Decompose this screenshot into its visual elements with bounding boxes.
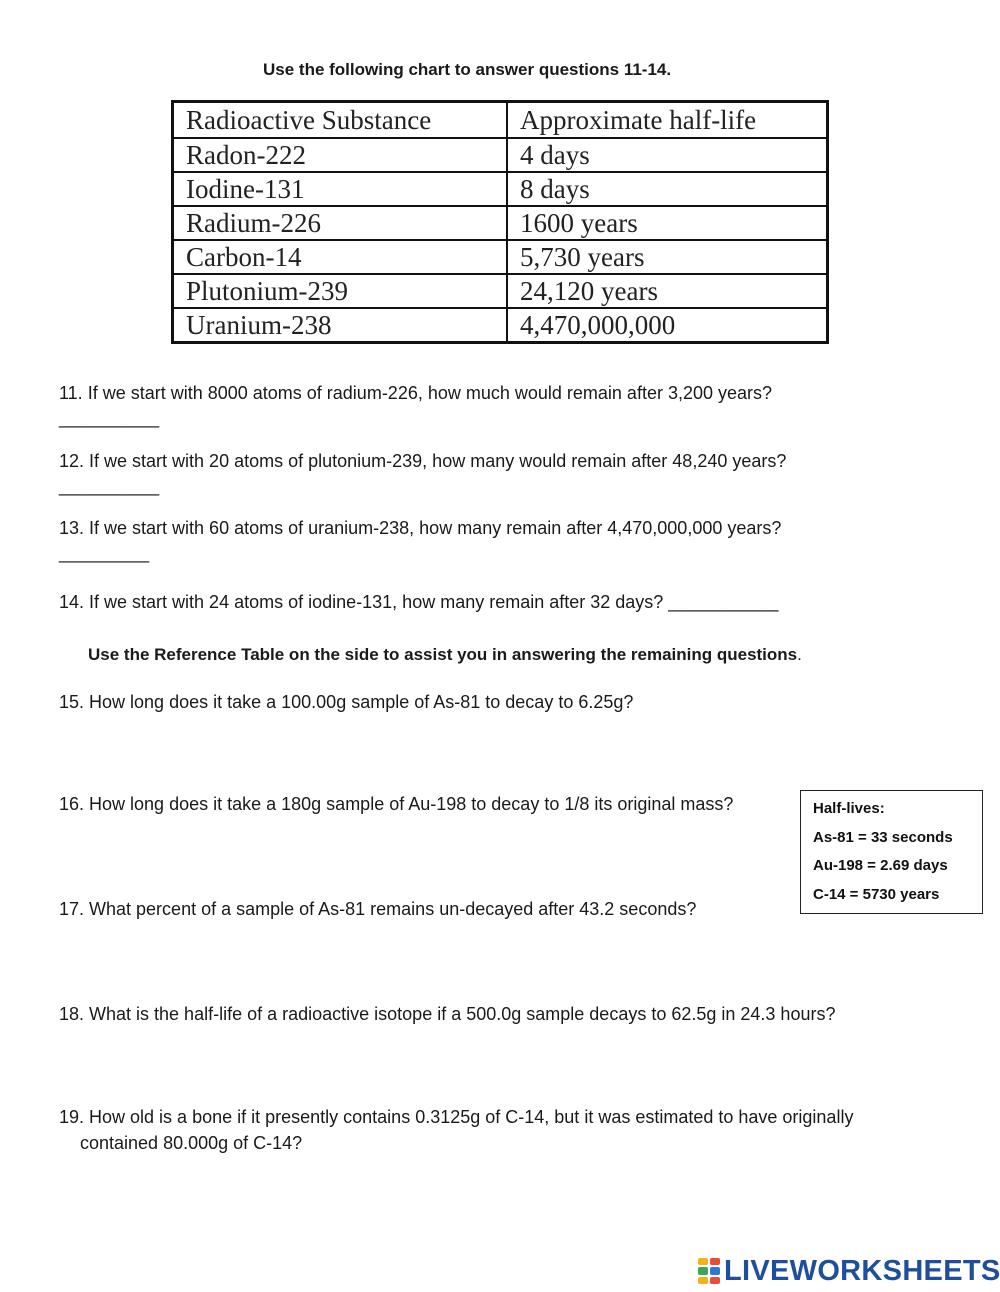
- half-life-cell: 8 days: [507, 172, 828, 206]
- substance-cell: Radon-222: [173, 138, 508, 172]
- question-17: 17. What percent of a sample of As-81 remains un-decayed after 43.2 seconds?: [59, 899, 697, 919]
- question-11: 11. If we start with 8000 atoms of radium-226, how much would remain after 3,200 years?: [59, 383, 773, 403]
- logo-mark-icon: [698, 1258, 720, 1284]
- substance-cell: Carbon-14: [173, 240, 508, 274]
- logo-block: [698, 1267, 708, 1274]
- logo-text: LIVEWORKSHEETS: [724, 1254, 1000, 1287]
- logo-block: [698, 1277, 708, 1284]
- logo-block: [710, 1258, 720, 1265]
- half-life-table: [171, 100, 829, 344]
- table-row: [173, 308, 828, 343]
- half-life-cell: 1600 years: [507, 206, 828, 240]
- question-19-line-2: contained 80.000g of C-14?: [80, 1133, 303, 1153]
- logo-block: [710, 1277, 720, 1284]
- half-lives-reference-box: [800, 790, 983, 914]
- reference-heading: [88, 645, 802, 665]
- logo-block: [698, 1258, 708, 1265]
- liveworksheets-logo[interactable]: [698, 1255, 1000, 1287]
- question-12: 12. If we start with 20 atoms of plutonium-239, how many would remain after 48,240 years?: [59, 451, 787, 471]
- table-row: [173, 138, 828, 172]
- column-header: Approximate half-life: [507, 102, 828, 139]
- substance-cell: Iodine-131: [173, 172, 508, 206]
- half-life-cell: 5,730 years: [507, 240, 828, 274]
- table-row: [173, 206, 828, 240]
- answer-blank-12[interactable]: __________: [59, 476, 160, 496]
- answer-blank-13[interactable]: _________: [59, 543, 150, 563]
- table-header-row: [173, 102, 828, 139]
- table-row: [173, 274, 828, 308]
- half-life-cell: 24,120 years: [507, 274, 828, 308]
- question-18: 18. What is the half-life of a radioactive isotope if a 500.0g sample decays to 62.5g in 24.3 hours?: [59, 1004, 836, 1024]
- chart-heading: Use the following chart to answer questions 11-14.: [263, 60, 672, 79]
- reference-box-title: Half-lives:: [813, 800, 885, 817]
- reference-heading-text: Use the Reference Table on the side to assist you in answering the remaining questions: [88, 645, 798, 664]
- reference-item: Au-198 = 2.69 days: [813, 857, 948, 874]
- answer-blank-11[interactable]: __________: [59, 408, 160, 428]
- question-14: 14. If we start with 24 atoms of iodine-131, how many remain after 32 days? ___________: [59, 592, 779, 612]
- table-row: [173, 172, 828, 206]
- question-19-line-1: 19. How old is a bone if it presently contains 0.3125g of C-14, but it was estimated to have originally: [59, 1107, 854, 1127]
- half-life-cell: 4,470,000,000: [507, 308, 828, 343]
- question-16: 16. How long does it take a 180g sample of Au-198 to decay to 1/8 its original mass?: [59, 794, 734, 814]
- question-15: 15. How long does it take a 100.00g sample of As-81 to decay to 6.25g?: [59, 692, 634, 712]
- substance-cell: Radium-226: [173, 206, 508, 240]
- substance-cell: Plutonium-239: [173, 274, 508, 308]
- reference-heading-period: .: [797, 645, 802, 664]
- column-header: Radioactive Substance: [173, 102, 508, 139]
- reference-item: C-14 = 5730 years: [813, 885, 940, 903]
- question-13: 13. If we start with 60 atoms of uranium-238, how many remain after 4,470,000,000 years?: [59, 518, 782, 538]
- substance-cell: Uranium-238: [173, 308, 508, 343]
- half-life-cell: 4 days: [507, 138, 828, 172]
- logo-block: [710, 1267, 720, 1274]
- reference-item: As-81 = 33 seconds: [813, 828, 953, 846]
- table-row: [173, 240, 828, 274]
